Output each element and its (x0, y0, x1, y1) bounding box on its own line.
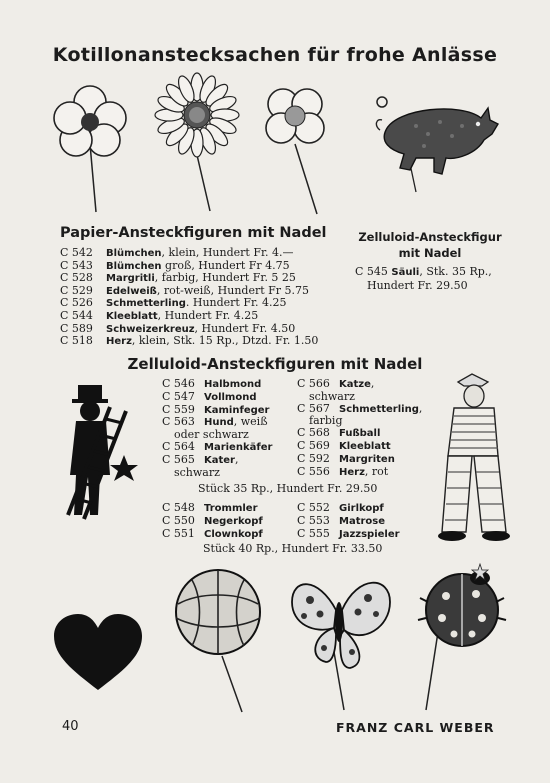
pig-pin-icon (366, 90, 506, 195)
list-item: C 589 Schweizerkreuz, Hundert Fr. 4.50 (60, 321, 296, 335)
list-item: C 518 Herz, klein, Stk. 15 Rp., Dtzd. Fr. 1.50 (60, 334, 319, 348)
heart-icon (52, 612, 144, 692)
list-item: C 592 Margriten (297, 451, 395, 465)
celluloid-group1-right (297, 378, 422, 478)
clover-pin-icon (257, 84, 332, 219)
list-item: C 559 Kaminfeger (162, 402, 270, 416)
butterfly-pin-icon (288, 572, 393, 712)
page-number: 40 (62, 719, 79, 734)
list-item: C 548 Trommler (162, 501, 258, 514)
list-item: C 565 Kater, (162, 452, 239, 466)
list-item: C 552 Girlkopf (297, 501, 384, 514)
sailor-icon (432, 372, 514, 544)
list-item: C 544 Kleeblatt, Hundert Fr. 4.25 (60, 308, 259, 322)
chimney-sweep-icon (48, 385, 140, 525)
list-item: C 556 Herz, rot (297, 464, 389, 478)
paper-section-heading: Papier-Ansteckfiguren mit Nadel (60, 225, 327, 241)
list-item: C 566 Katze, (297, 377, 375, 390)
publisher-name: FRANZ CARL WEBER (336, 720, 495, 735)
daisy-pin-icon (152, 75, 242, 215)
list-item: C 555 Jazzspieler (297, 526, 400, 540)
list-item: C 542 Blümchen, klein, Hundert Fr. 4.— (60, 246, 294, 259)
football-pin-icon (170, 568, 268, 714)
list-item: C 543 Blümchen groß, Hundert Fr 4.75 (60, 258, 290, 272)
group2-price: Stück 40 Rp., Hundert Fr. 33.50 (203, 542, 383, 555)
list-item: C 529 Edelweiß, rot-weiß, Hundert Fr 5.75 (60, 283, 310, 297)
celluloid-group2-left (162, 502, 263, 540)
list-item-continuation: schwarz (309, 389, 355, 403)
list-item: C 550 Negerkopf (162, 513, 263, 527)
celluloid-section-heading: Zelluloid-Ansteckfiguren mit Nadel (127, 355, 423, 373)
list-item: C 553 Matrose (297, 513, 386, 527)
list-item: C 564 Marienkäfer (162, 439, 273, 453)
celluloid-group2-right (297, 502, 400, 540)
list-item: C 528 Margritli, farbig, Hundert Fr. 5 25 (60, 271, 296, 285)
list-item: C 551 Clownkopf (162, 526, 263, 540)
flower-pin-icon (50, 84, 130, 219)
list-item-continuation: schwarz (174, 465, 220, 479)
list-item-continuation: oder schwarz (174, 428, 249, 442)
celluloid-single-item: C 545 Säuli, Stk. 35 Rp., Hundert Fr. 29.50 (355, 265, 492, 292)
list-item: C 563 Hund, weiß (162, 415, 268, 429)
page-title: Kotillonanstecksachen für frohe Anlässe (52, 44, 498, 66)
group1-price: Stück 35 Rp., Hundert Fr. 29.50 (198, 482, 378, 495)
celluloid-group1-left (162, 378, 272, 478)
list-item: C 568 Fußball (297, 426, 381, 440)
paper-items-list (60, 247, 318, 348)
ladybug-pin-icon (418, 562, 508, 712)
list-item: C 526 Schmetterling. Hundert Fr. 4.25 (60, 296, 287, 310)
list-item: C 567 Schmetterling, (297, 401, 423, 415)
list-item: C 546 Halbmond (162, 377, 262, 390)
list-item: C 547 Vollmond (162, 389, 257, 403)
list-item-continuation: farbig (309, 414, 343, 428)
list-item: C 569 Kleeblatt (297, 438, 391, 452)
celluloid-single-heading: Zelluloid-Ansteckfigur mit Nadel (358, 230, 502, 260)
